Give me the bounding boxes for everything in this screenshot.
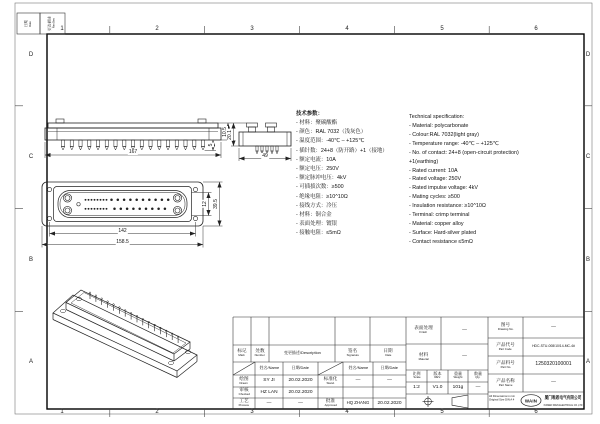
zone-row-label: C <box>28 154 34 160</box>
tb-rev-value: V1.0 <box>432 385 443 391</box>
tb-drawn-en: Drawn <box>239 380 249 385</box>
tb-mark <box>233 345 251 362</box>
zone-col-label: 4 <box>345 26 349 32</box>
dim-label: 39.5 <box>213 199 220 209</box>
tb-scale <box>406 370 427 382</box>
spec-line: - Temperature range: -40℃ – +125℃ <box>409 140 499 147</box>
zone-row-label: B <box>585 257 591 263</box>
tb-drawing-no-zh: 图号 <box>500 322 511 328</box>
spec-line: - Insulation resistance: ≥10^10Ω <box>409 203 486 210</box>
tb-stand-name <box>343 375 373 387</box>
spec-line: - Rated voltage: 250V <box>409 176 462 183</box>
spec-line: - 颜色：RAL 7032（浅灰色） <box>296 129 367 136</box>
company-logo-text: WAIN <box>524 398 538 403</box>
zone-col-label: 5 <box>440 26 444 32</box>
zone-row-label: A <box>585 359 591 365</box>
tb-approved-date-val: 20.02.2020 <box>377 400 402 406</box>
tb-stand-name-val: — <box>355 378 361 384</box>
tb-approved-zh: 批准 <box>325 398 336 404</box>
tb-part-code-zh: 产品代号 <box>496 341 515 347</box>
isometric-view <box>53 290 197 378</box>
zone-col-label: 6 <box>534 409 538 415</box>
corner-revdes-en: Rev.Des <box>52 18 56 29</box>
tb-drawing-no <box>488 317 523 338</box>
dim-label: 158.5 <box>116 239 129 245</box>
tb-material <box>406 344 441 370</box>
tb-date-en: Date <box>384 353 392 358</box>
tb-weight-val <box>448 382 468 394</box>
tb-signature <box>335 345 370 362</box>
tb-qty-val <box>468 382 488 394</box>
tb-date-hdr-1-label: 日期/Date <box>291 365 310 371</box>
zone-row-label: A <box>28 359 34 365</box>
zone-col-label: 2 <box>155 409 159 415</box>
tb-part-name <box>488 374 523 392</box>
zone-col-label: 6 <box>534 26 538 32</box>
dim-label: 10.5 <box>221 126 228 137</box>
tb-name-hdr-1-label: 姓名/Name <box>259 365 279 371</box>
spec-line: - 额定电压：250V <box>296 166 339 172</box>
dim-label: 142 <box>118 228 127 234</box>
tb-qty-value: — <box>475 385 481 391</box>
tb-date-hdr-1 <box>283 362 318 375</box>
tb-scale-en: Scale <box>412 375 421 380</box>
tb-part-code-en: Part Code <box>499 346 512 351</box>
tb-part-name-value: — <box>551 380 556 386</box>
tb-finish-val <box>441 317 488 344</box>
tb-signature-en: Signature <box>346 353 359 358</box>
dimension-note-line1: All Dimensions in mm <box>489 394 516 399</box>
tb-part-code-value: HDC-STU-008/10/14-MC-4# <box>532 344 575 349</box>
centering-mark-symbol <box>423 396 434 407</box>
front-view <box>42 182 223 248</box>
tb-drawn-name-val: SY JI <box>263 378 275 384</box>
company-name-zh: 厦门唯恩电气有限公司 <box>544 394 582 400</box>
tb-stand <box>318 375 343 387</box>
tb-mark-en: Mark <box>238 353 246 358</box>
corner-date-en: Date <box>28 20 32 27</box>
tb-weight-en: Weight <box>453 375 463 380</box>
tb-rev-val <box>427 382 448 394</box>
tb-rev <box>427 370 448 382</box>
spec-line: - Rated current: 10A <box>409 167 458 174</box>
projection-symbol <box>452 395 468 408</box>
tb-weight-zh: 重量 <box>454 371 462 377</box>
spec-line: - Colour:RAL 7032(light gray) <box>409 131 479 138</box>
spec-line: - 接线方式：冷压 <box>296 202 338 209</box>
dim-label: 167 <box>128 149 138 156</box>
tb-process-zh: 工艺 <box>239 398 249 404</box>
spec-title-en: Technical specification: <box>409 114 465 120</box>
tb-name-hdr-1 <box>255 362 283 375</box>
dim-label: 5 <box>207 143 214 147</box>
tb-finish-value: — <box>462 327 467 333</box>
tb-part-no-val <box>523 356 584 374</box>
spec-line: - 材料：聚碳酸酯 <box>296 120 338 126</box>
tb-drawn-date <box>283 375 318 387</box>
tb-scale-val <box>406 382 427 394</box>
tb-approved-name <box>343 398 373 409</box>
tb-part-code-val <box>523 338 584 356</box>
zone-col-label: 3 <box>250 26 254 32</box>
tb-date-hdr-2-label: 日期/Date <box>380 365 399 371</box>
tb-mark-zh: 标记 <box>237 348 247 354</box>
tb-approved-date <box>373 398 406 409</box>
zone-col-label: 1 <box>60 26 64 32</box>
tb-material-val <box>441 344 488 370</box>
tb-weight-value: 101g <box>452 385 464 391</box>
spec-line: - 可插拔次数：≥500 <box>296 184 344 191</box>
tb-checked-date-val: 20.02.2020 <box>288 389 313 395</box>
dim-label: 12 <box>202 201 209 207</box>
corner-revdes-zh: 更改描述 <box>47 16 52 31</box>
tb-qty <box>468 370 488 382</box>
dim-label: 49 <box>262 153 268 160</box>
tb-finish-zh: 表面处理 <box>414 325 433 331</box>
tb-drawn-name <box>255 375 283 387</box>
zone-col-label: 1 <box>60 409 64 415</box>
company-name-en: XIAMEN WAIN ELECTRICAL CO.,LTD <box>543 402 583 407</box>
tb-drawing-no-en: Drawing No. <box>497 327 514 332</box>
tb-scale-value: 1:2 <box>413 385 420 391</box>
tb-material-value: — <box>462 354 467 360</box>
tb-finish <box>406 317 441 344</box>
tb-drawn <box>233 375 255 387</box>
tb-number-en: Number <box>254 353 266 358</box>
corner-cell-revdes <box>40 13 65 34</box>
tb-date-zh: 日期 <box>383 348 393 354</box>
zone-row-label: D <box>585 52 591 58</box>
tb-drawing-no-val <box>523 317 584 338</box>
tb-approved-name-val: HQ ZHANG <box>346 400 370 406</box>
tb-stand-en: Stand. <box>326 380 335 385</box>
spec-line: - Rated impulse voltage: 4kV <box>409 185 478 192</box>
tb-part-code <box>488 338 523 356</box>
tb-part-no-en: Part No. <box>500 364 511 369</box>
tb-stand-date-val: — <box>387 378 392 384</box>
tb-drawing-no-value: — <box>551 324 556 330</box>
zone-col-label: 4 <box>345 409 349 415</box>
tb-process-en: Process <box>238 403 250 408</box>
tb-checked-zh: 审核 <box>239 387 249 393</box>
tb-part-name-zh: 产品名称 <box>496 377 515 383</box>
tb-scale-zh: 比例 <box>412 371 421 377</box>
tb-material-zh: 材料 <box>418 351 429 357</box>
dimension-note <box>489 395 515 403</box>
tb-description-label: 变更描述/Description <box>283 350 321 356</box>
spec-line: +1(earthing) <box>409 158 439 165</box>
tb-checked-name <box>255 387 283 398</box>
tb-rev-en: REV. <box>434 375 441 380</box>
tb-approved-en: Approved <box>324 403 337 408</box>
zone-row-label: C <box>585 154 591 160</box>
tb-stand-zh: 标准化 <box>323 375 338 381</box>
tb-part-no-zh: 产品料号 <box>496 359 515 365</box>
spec-line: - 额定脉冲电压：4kV <box>296 175 347 182</box>
tb-finish-en: Finish <box>419 330 428 335</box>
tb-checked-name-val: HZ LAN <box>260 389 278 395</box>
tb-process <box>233 398 255 409</box>
zone-row-label: B <box>28 257 34 263</box>
tb-material-en: Material <box>418 356 429 361</box>
zone-col-label: 3 <box>250 409 254 415</box>
spec-line: - Surface: Hard-silver plated <box>409 229 477 236</box>
tb-number-zh: 处数 <box>255 348 265 354</box>
tb-drawn-date-val: 20.02.2020 <box>288 378 313 384</box>
tb-number <box>251 345 269 362</box>
tb-stand-date <box>373 375 406 387</box>
tb-process-name <box>255 398 283 409</box>
tb-part-name-en: Part Name <box>498 382 513 387</box>
tb-checked-en: Checked <box>238 392 250 397</box>
tb-name-hdr-2 <box>343 362 373 375</box>
spec-line: - 温度范围：-40℃ – +125℃ <box>296 138 365 145</box>
spec-line: - 表面处理：镀银 <box>296 221 338 228</box>
spec-line: - Terminal: crimp terminal <box>409 212 470 218</box>
tb-process-date-val: — <box>298 400 303 406</box>
dim-label: 20.1 <box>227 129 234 140</box>
tb-date-hdr-2 <box>373 362 406 375</box>
tb-qty-zh: 数量 <box>474 371 482 377</box>
tb-checked-date <box>283 387 318 398</box>
spec-line: - Contact resistance ≤5mΩ <box>409 238 473 245</box>
spec-line: - 材料：铜合金 <box>296 212 332 218</box>
spec-line: - No. of contact: 24+8 (open-circuit protection) <box>409 149 519 156</box>
tb-name-hdr-2-label: 姓名/Name <box>348 365 368 371</box>
tb-description <box>269 345 335 362</box>
contact-dots <box>85 199 170 211</box>
spec-line: - Material: polycarbonate <box>409 123 469 129</box>
corner-date-zh: 日期 <box>23 19 28 28</box>
spec-title-cn: 技术参数： <box>296 111 323 117</box>
zone-col-label: 5 <box>440 409 444 415</box>
tb-process-date <box>283 398 318 409</box>
tb-qty-en: Qty. <box>475 375 481 380</box>
tb-drawn-zh: 绘图 <box>239 375 249 381</box>
tb-rev-zh: 版本 <box>433 371 442 377</box>
tb-part-name-val <box>523 374 584 392</box>
tb-part-no-value: 1250320100001 <box>535 361 572 368</box>
spec-line: - 插针数：24+8（防开路）+1（接地） <box>296 147 388 154</box>
tb-part-no <box>488 356 523 374</box>
spec-line: - Material: copper alloy <box>409 220 464 227</box>
tb-approved <box>318 398 343 409</box>
zone-col-label: 2 <box>155 26 159 32</box>
spec-line: - 接触电阻：≤5mΩ <box>296 230 341 237</box>
tb-checked <box>233 387 255 398</box>
spec-line: - 额定电流：10A <box>296 156 336 163</box>
dimension-note-line2: Original Size DIN A 4 <box>489 398 515 402</box>
zone-row-label: D <box>28 52 34 58</box>
spec-line: - 绝缘电阻：≥10^10Ω <box>296 193 348 200</box>
tb-date <box>370 345 406 362</box>
tb-signature-zh: 签名 <box>347 348 358 354</box>
tb-weight <box>448 370 468 382</box>
tb-process-name-val: — <box>266 400 272 406</box>
corner-cell-date <box>17 13 40 34</box>
spec-line: - Mating cycles: ≥500 <box>409 194 460 201</box>
